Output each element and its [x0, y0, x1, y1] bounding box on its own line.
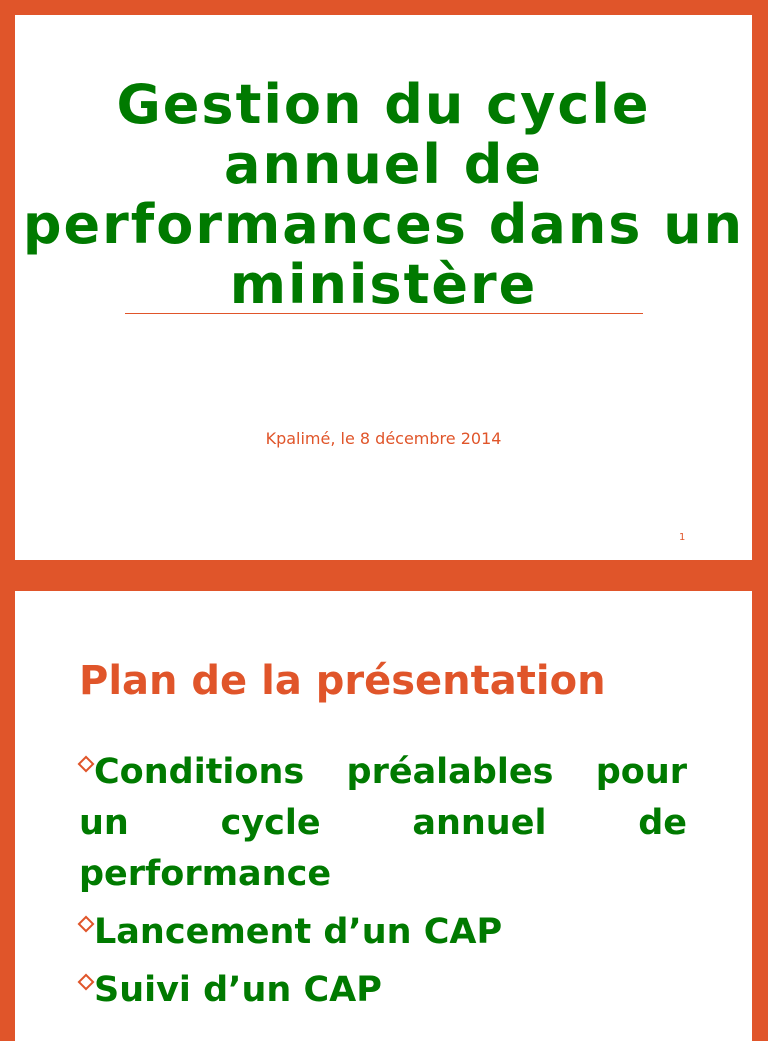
bullet-text: Suivi d’un CAP	[94, 970, 382, 1010]
slide-1	[15, 15, 752, 560]
slide-title: Gestion du cycle annuel de performances dans un ministère	[22, 73, 745, 316]
bullet-item	[79, 907, 687, 958]
slide-subtitle: Kpalimé, le 8 décembre 2014	[265, 429, 502, 448]
plan-title: Plan de la présentation	[79, 658, 606, 704]
bullet-list	[79, 747, 687, 1023]
slide-number: 1	[679, 532, 686, 543]
title-underline	[125, 313, 643, 314]
diamond-outline-icon	[79, 907, 94, 931]
bullet-text: Lancement d’un CAP	[94, 912, 503, 952]
diamond-outline-icon	[79, 747, 94, 771]
bullet-item	[79, 965, 687, 1016]
diamond-outline-icon	[79, 965, 94, 989]
slide-2	[15, 591, 752, 1041]
bullet-text: Conditions préalables pour un cycle annuel de performance	[79, 752, 687, 894]
bullet-item	[79, 747, 687, 900]
